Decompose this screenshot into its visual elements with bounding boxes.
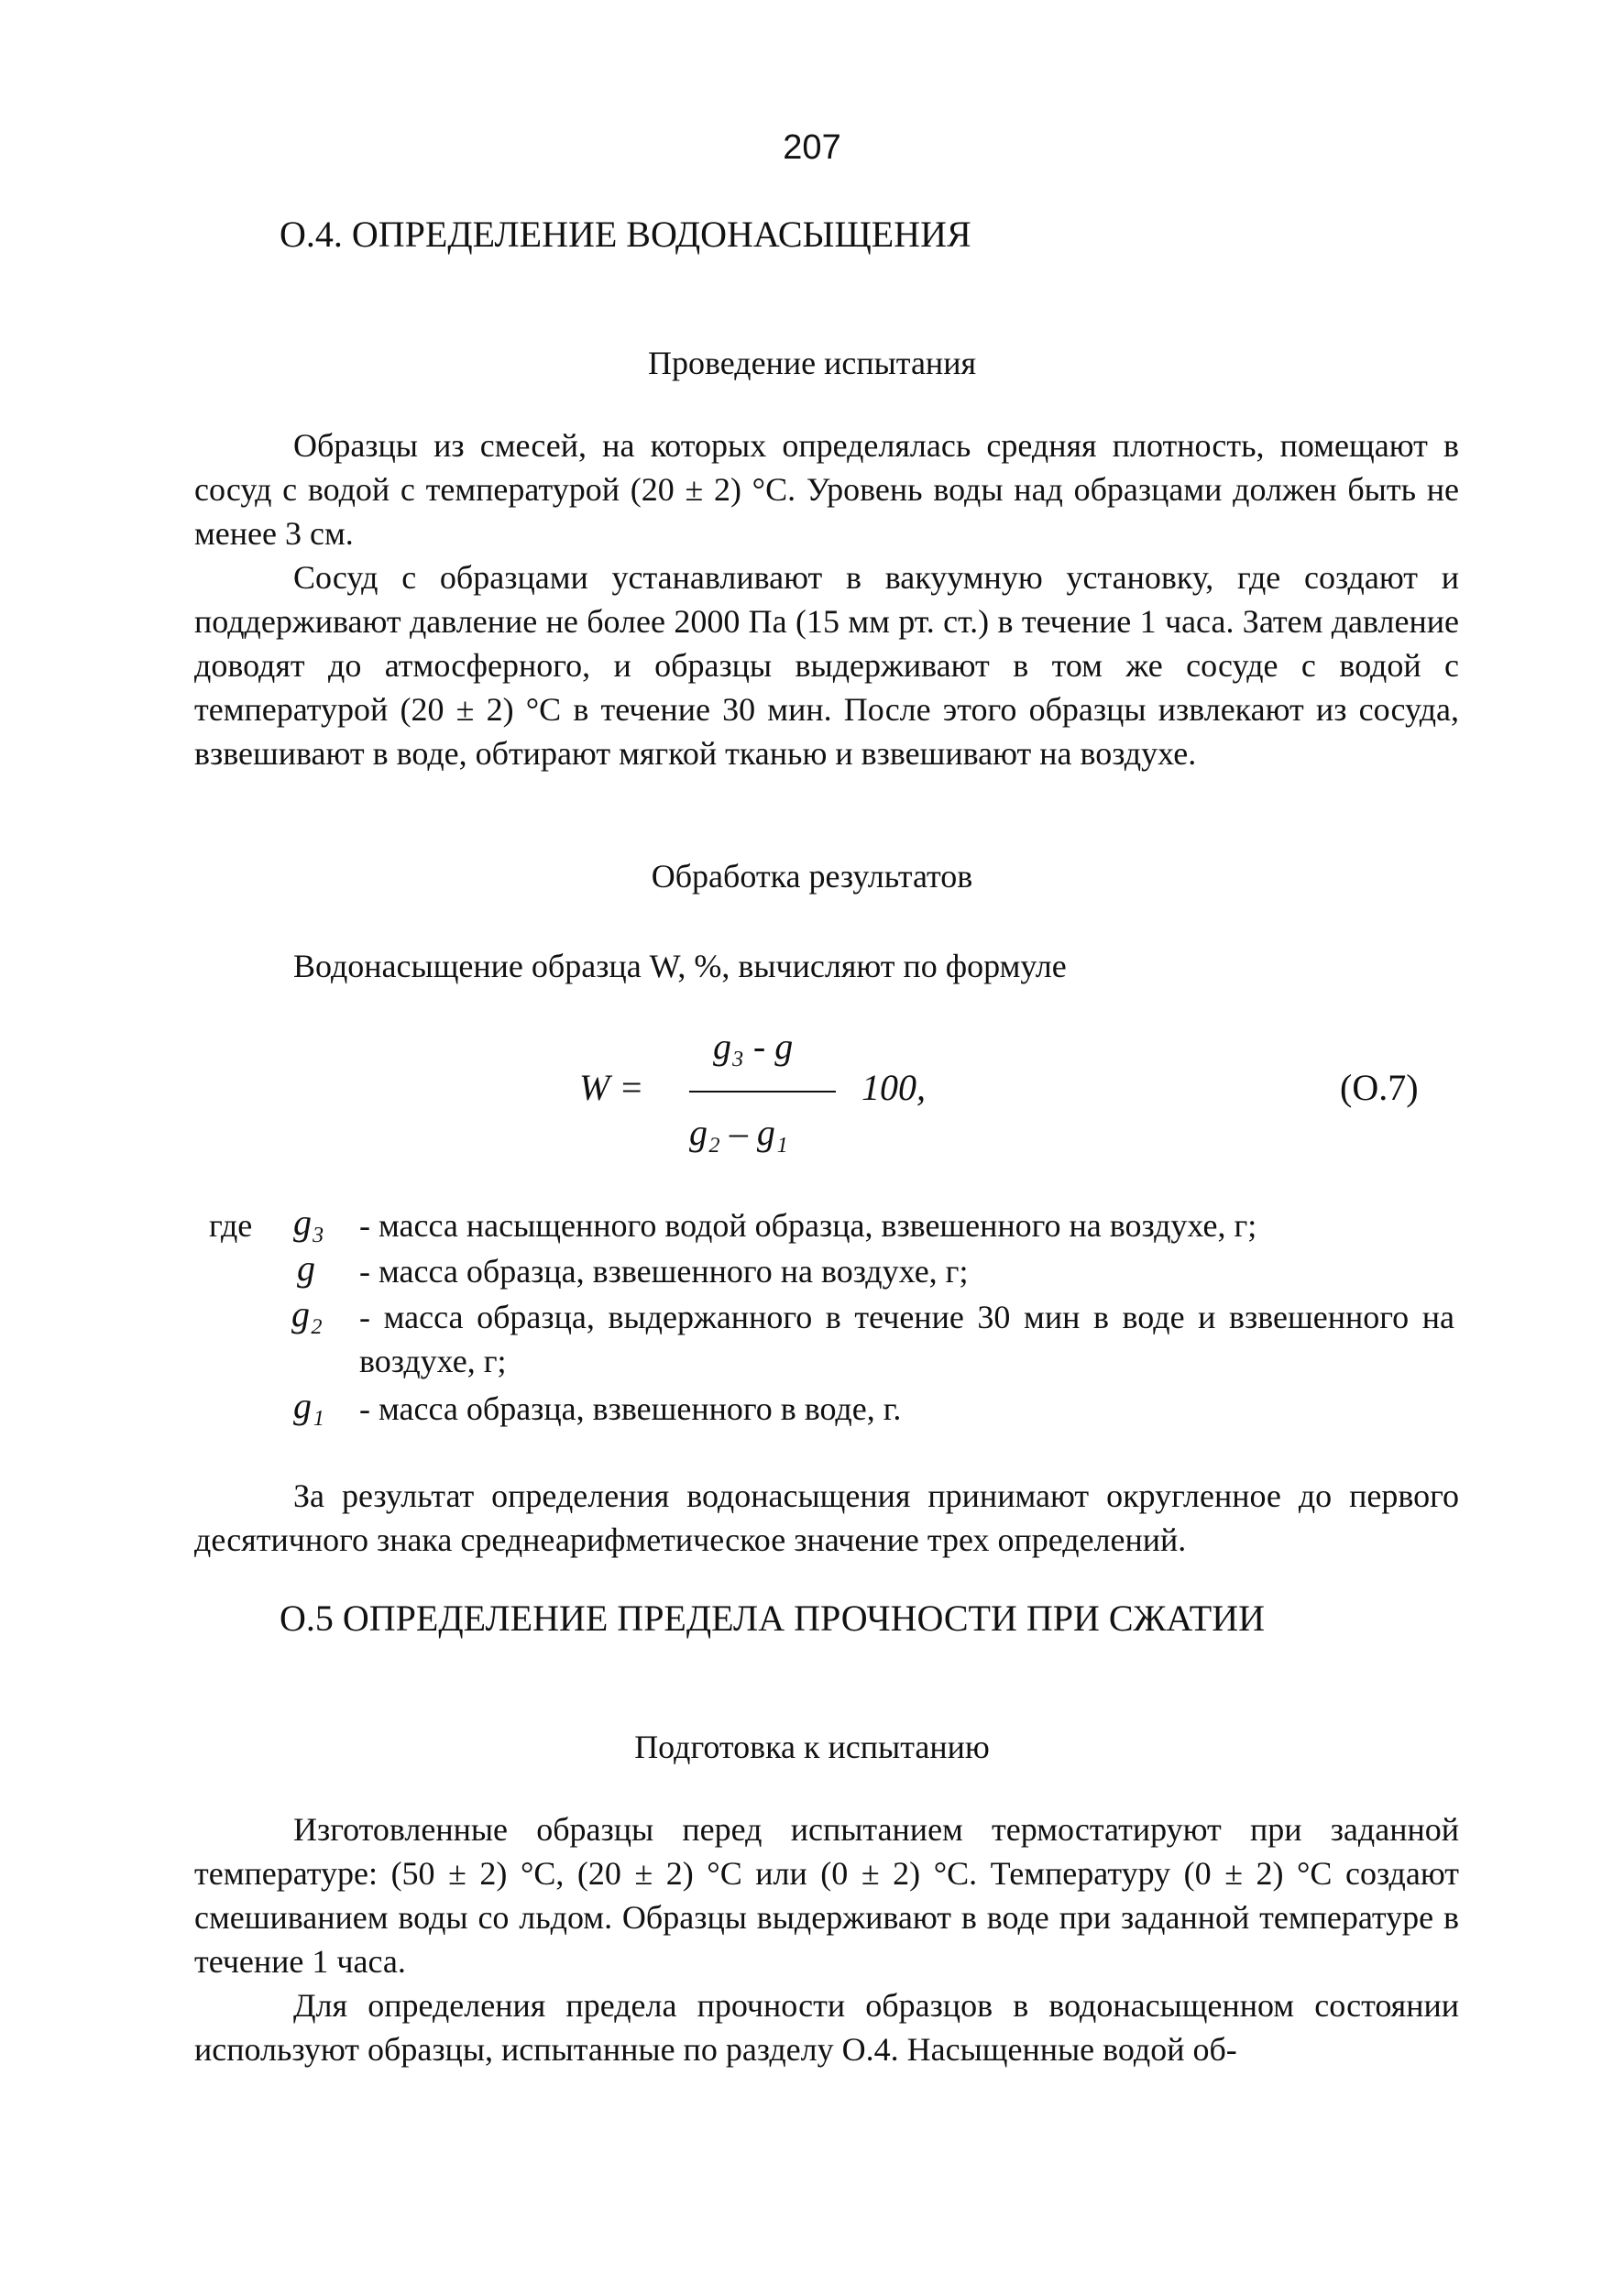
definition-symbol: g₁ xyxy=(293,1385,324,1426)
section-o5-sub1: Подготовка к испытанию xyxy=(634,1729,990,1765)
definition-text: - масса насыщенного водой образца, взвешенного на воздухе, г; xyxy=(359,1207,1257,1244)
section-o4-p3: За результат определения водонасыщения принимают округленное до первого десятичного знака среднеарифметическое значение трех определений. xyxy=(194,1477,1459,1558)
section-o4-sub2: Обработка результатов xyxy=(651,858,973,895)
definition-symbol: g₃ xyxy=(293,1202,324,1243)
definition-text: - масса образца, взвешенного в воде, г. xyxy=(359,1390,902,1427)
section-o4-p2: Сосуд с образцами устанавливают в вакуумную установку, где создают и поддерживают давление не более 2000 Па (15 мм рт. ст.) в течение 1 часа. Затем давление доводят до атмосферного, и образцы выдерживают в том же сосуде с водой с температурой (20 ± 2) °С в течение 30 мин. После этого образцы извлекают из сосуда, взвешивают в воде, обтирают мягкой тканью и взвешивают на воздухе. xyxy=(194,559,1459,772)
section-o5-title: О.5 ОПРЕДЕЛЕНИЕ ПРЕДЕЛА ПРОЧНОСТИ ПРИ СЖАТИИ xyxy=(280,1598,1265,1639)
section-o4-title: О.4. ОПРЕДЕЛЕНИЕ ВОДОНАСЫЩЕНИЯ xyxy=(280,214,971,255)
section-o5-p1: Изготовленные образцы перед испытанием термостатируют при заданной температуре: (50 ± 2) °С, (20 ± 2) °С или (0 ± 2) °С. Температуру (0 ± 2) °С создают смешиванием воды со льдом. Образцы выдерживают в воде при заданной температуре в течение 1 часа. xyxy=(194,1811,1459,1980)
formula-numerator: g₃ - g xyxy=(713,1026,794,1067)
section-o5-p2: Для определения предела прочности образцов в водонасыщенном состоянии используют образцы, испытанные по разделу О.4. Насыщенные водой об- xyxy=(194,1987,1459,2068)
section-o4-sub1: Проведение испытания xyxy=(647,345,977,381)
formula-intro: Водонасыщение образца W, %, вычисляют по формуле xyxy=(293,948,1067,984)
section-o4-p1: Образцы из смесей, на которых определялась средняя плотность, помещают в сосуд с водой с температурой (20 ± 2) °С. Уровень воды над образцами должен быть не менее 3 см. xyxy=(194,427,1459,552)
definition-text: - масса образца, взвешенного на воздухе, г; xyxy=(359,1253,969,1290)
page-number: 207 xyxy=(783,128,841,167)
fraction-bar xyxy=(689,1091,836,1093)
definition-symbol: g₂ xyxy=(291,1293,323,1334)
formula-number: (О.7) xyxy=(1340,1067,1419,1108)
formula-factor: 100, xyxy=(861,1067,926,1108)
where-label: где xyxy=(209,1207,253,1244)
formula-lhs: W = xyxy=(579,1067,644,1108)
definition-symbol: g xyxy=(297,1247,315,1289)
definition-text: - масса образца, выдержанного в течение 30 мин в воде и взвешенного на воздухе, г; xyxy=(359,1299,1454,1379)
formula-denominator: g₂ – g₁ xyxy=(689,1112,788,1153)
